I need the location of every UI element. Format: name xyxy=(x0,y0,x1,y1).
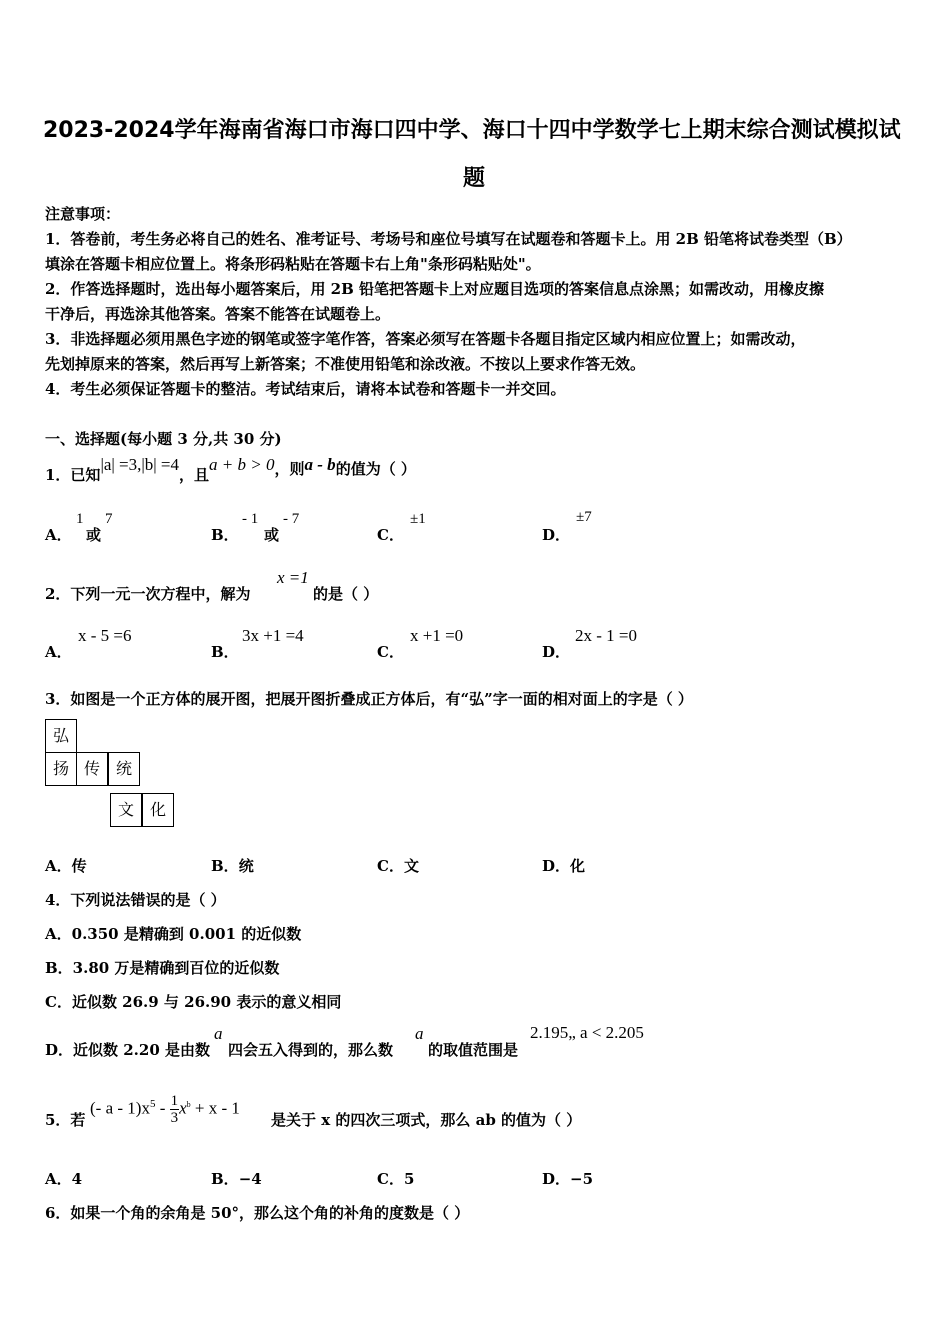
notice-line: 2．作答选择题时，选出每小题答案后，用 2B 铅笔把答题卡上对应题目选项的答案信息点涂黑；如需改动，用橡皮擦 xyxy=(45,280,825,298)
q5-option-c: C．5 xyxy=(377,1170,415,1188)
q1-prefix: 1．已知 xyxy=(45,466,101,484)
question-1 xyxy=(45,454,416,484)
q5-option-d: D．−5 xyxy=(542,1170,594,1188)
net-cell: 化 xyxy=(142,793,174,827)
q3-option-a: A．传 xyxy=(45,857,87,875)
q1-option-a-v2: 7 xyxy=(105,511,113,527)
q1-option-c-value: ±1 xyxy=(410,511,426,527)
q1-option-c-label: C． xyxy=(377,526,404,544)
cube-net-diagram xyxy=(45,719,180,834)
q1-mid: ，且 xyxy=(179,466,210,484)
q5-fraction: $\frac{1}{3}$ xyxy=(170,1093,179,1126)
q1-condition2: a + b > 0 xyxy=(209,455,275,474)
q1-option-a-label: A． xyxy=(45,526,72,544)
notice-heading: 注意事项： xyxy=(45,205,121,223)
q1-option-b-v1: - 1 xyxy=(242,511,259,527)
q1-option-d-label: D． xyxy=(542,526,571,544)
q2-option-b-label: B． xyxy=(211,643,239,661)
net-cell: 文 xyxy=(110,793,142,827)
q1-option-a-v1: 1 xyxy=(76,511,84,527)
q5-prefix: 5．若 xyxy=(45,1111,86,1129)
notice-line: 4．考生必须保证答题卡的整洁。考试结束后，请将本试卷和答题卡一并交回。 xyxy=(45,380,566,398)
q1-option-b-label: B． xyxy=(211,526,239,544)
q5-minus: - xyxy=(155,1098,170,1118)
q4-option-a: A．0.350 是精确到 0.001 的近似数 xyxy=(45,925,302,943)
q5-tail: + x - 1 xyxy=(190,1098,240,1118)
q4-var-a: a xyxy=(214,1024,223,1043)
q1-mid2: ，则 xyxy=(274,460,305,478)
q5-polynomial xyxy=(90,1093,240,1126)
q1-suffix: 的值为（ ） xyxy=(335,460,416,478)
net-cell: 统 xyxy=(108,752,140,786)
q4-option-b: B．3.80 万是精确到百位的近似数 xyxy=(45,959,280,977)
q2-condition: x =1 xyxy=(277,568,309,587)
net-cell: 扬 xyxy=(45,752,77,786)
q4-option-d-mid: 四会五入得到的，那么数 xyxy=(228,1041,394,1059)
q5-term1: (- a - 1)x xyxy=(90,1098,150,1118)
q5-suffix: 是关于 x 的四次三项式，那么 ab 的值为（ ） xyxy=(271,1111,582,1129)
q1-option-b-or: 或 xyxy=(264,526,280,544)
q2-suffix: 的是（ ） xyxy=(313,585,379,603)
q2-option-c-label: C． xyxy=(377,643,404,661)
question-3: 3．如图是一个正方体的展开图，把展开图折叠成正方体后，有“弘”字一面的相对面上的字是（ ） xyxy=(45,690,693,708)
q4-option-d-prefix: D．近似数 2.20 是由数 xyxy=(45,1041,210,1059)
q4-range: 2.195„ a < 2.205 xyxy=(530,1023,644,1042)
q4-var-a2: a xyxy=(415,1024,424,1043)
q5-exp-b: b xyxy=(186,1099,191,1109)
q3-option-d: D．化 xyxy=(542,857,586,875)
notice-line: 干净后，再选涂其他答案。答案不能答在试题卷上。 xyxy=(45,305,391,323)
q2-option-d-expr: 2x - 1 =0 xyxy=(575,626,637,645)
q4-option-c: C．近似数 26.9 与 26.90 表示的意义相同 xyxy=(45,993,342,1011)
net-cell: 弘 xyxy=(45,719,77,753)
q5-exp5: 5 xyxy=(149,1097,156,1110)
page-title-line1: 2023-2024学年海南省海口市海口四中学、海口十四中学数学七上期末综合测试模拟试 xyxy=(43,118,901,143)
q1-expression: a - b xyxy=(304,455,336,474)
q5-x: x xyxy=(179,1098,187,1118)
q2-option-a-label: A． xyxy=(45,643,72,661)
q3-option-c: C．文 xyxy=(377,857,419,875)
q1-option-b-v2: - 7 xyxy=(283,511,300,527)
q2-option-c-expr: x +1 =0 xyxy=(410,626,464,645)
notice-line: 填涂在答题卡相应位置上。将条形码粘贴在答题卡右上角"条形码粘贴处"。 xyxy=(45,255,541,273)
q2-prefix: 2．下列一元一次方程中，解为 xyxy=(45,585,251,603)
q5-option-b: B．−4 xyxy=(211,1170,262,1188)
question-6: 6．如果一个角的余角是 50°，那么这个角的补角的度数是（ ） xyxy=(45,1204,470,1222)
q4-option-d-suffix: 的取值范围是 xyxy=(428,1041,519,1059)
q5-option-a: A．4 xyxy=(45,1170,83,1188)
page-title-line2: 题 xyxy=(463,166,486,191)
q3-option-b: B．统 xyxy=(211,857,254,875)
notice-line: 3．非选择题必须用黑色字迹的钢笔或签字笔作答，答案必须写在答题卡各题目指定区域内相应位置上；如需改动， xyxy=(45,330,806,348)
section-heading: 一、选择题(每小题 3 分,共 30 分) xyxy=(45,430,282,448)
q1-option-d-value: ±7 xyxy=(576,509,592,525)
q1-condition: |a| =3,|b| =4 xyxy=(100,455,180,474)
q1-option-a-or: 或 xyxy=(86,526,102,544)
net-cell: 传 xyxy=(76,752,108,786)
question-4: 4．下列说法错误的是（ ） xyxy=(45,891,226,909)
q2-option-a-expr: x - 5 =6 xyxy=(78,626,132,645)
q2-option-d-label: D． xyxy=(542,643,571,661)
notice-line: 1．答卷前，考生务必将自己的姓名、准考证号、考场号和座位号填写在试题卷和答题卡上。用 2B 铅笔将试卷类型（B） xyxy=(45,230,852,248)
q2-option-b-expr: 3x +1 =4 xyxy=(242,626,304,645)
notice-line: 先划掉原来的答案，然后再写上新答案；不准使用铅笔和涂改液。不按以上要求作答无效。 xyxy=(45,355,646,373)
